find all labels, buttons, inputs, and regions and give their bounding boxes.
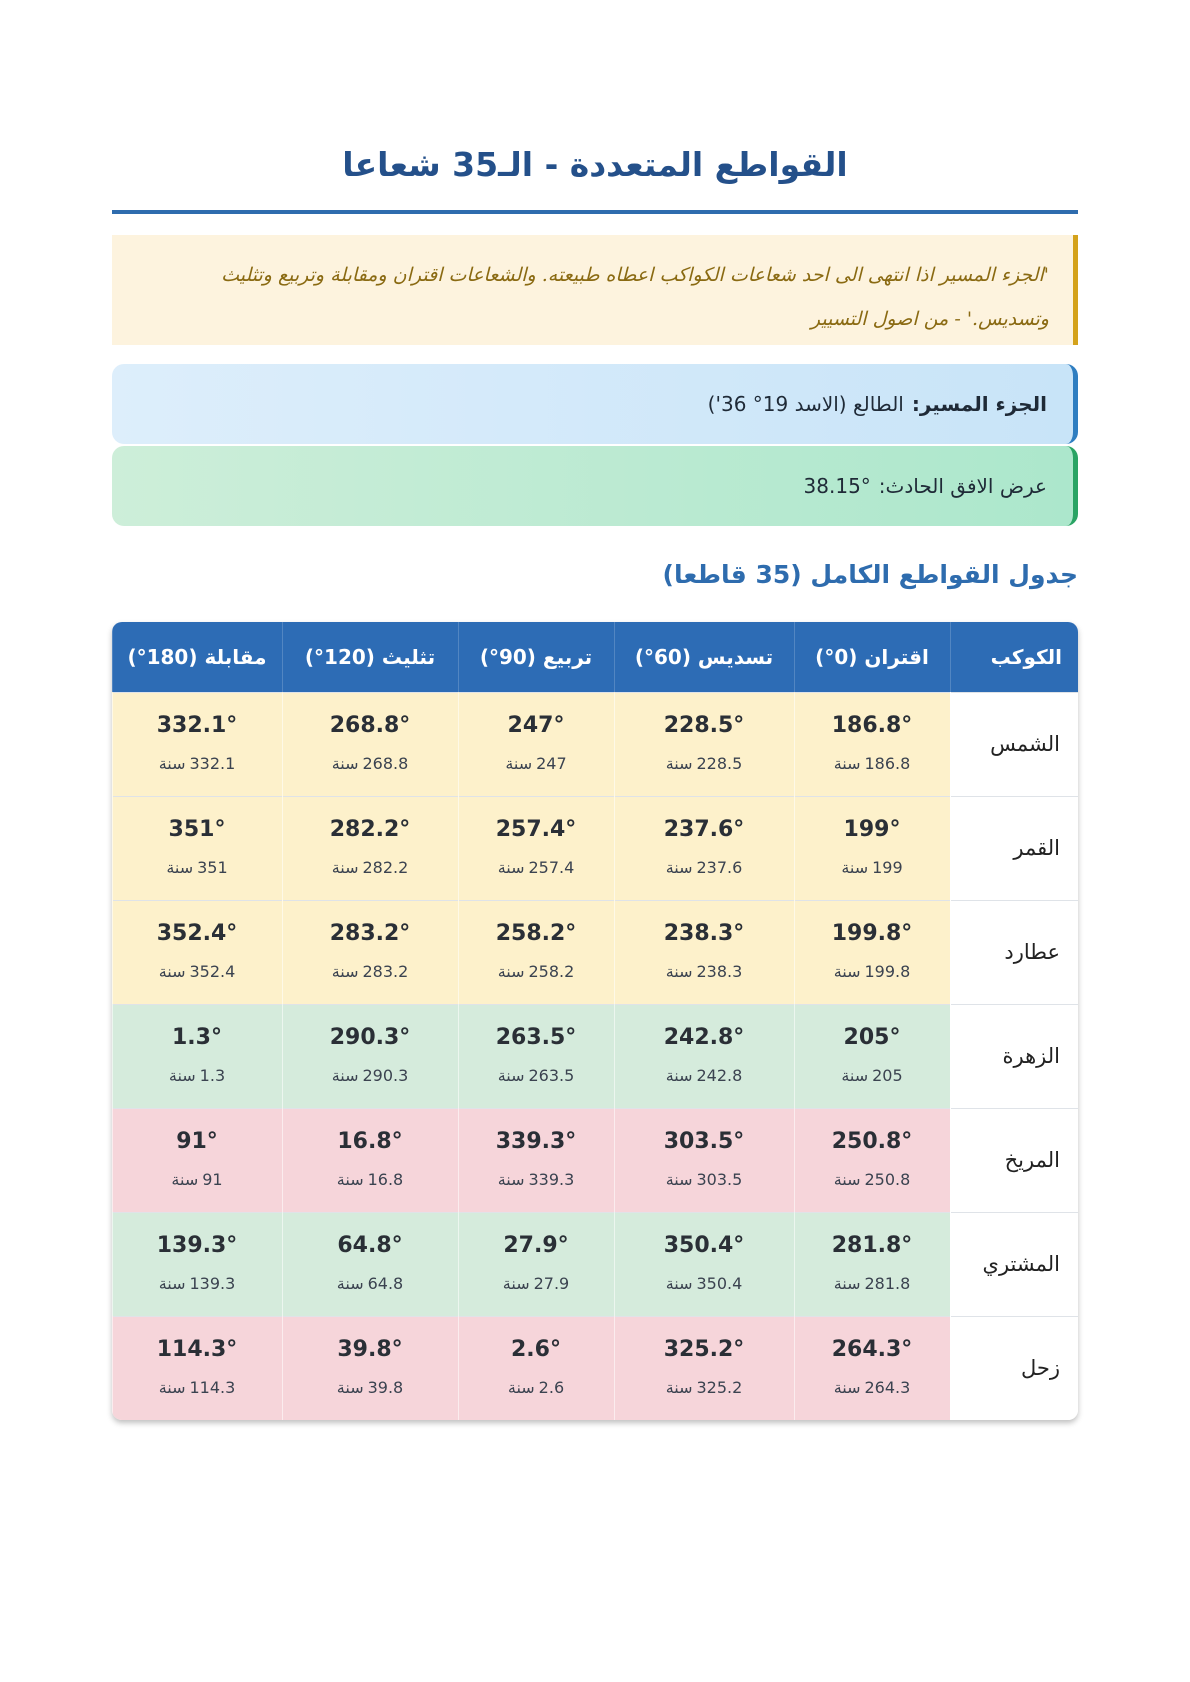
aspect-cell [282, 796, 458, 900]
years-value: 290.3 [362, 1066, 409, 1085]
aspect-years [795, 751, 950, 777]
aspect-degree: 351° [168, 817, 226, 842]
aspect-years [283, 751, 458, 777]
aspect-cell [282, 1316, 458, 1420]
aspect-years [795, 959, 950, 985]
aspect-degree: 27.9° [503, 1233, 569, 1258]
years-unit: سنة [665, 754, 693, 773]
aspect-degree: 268.8° [329, 713, 411, 738]
planet-name: القمر [950, 796, 1078, 900]
years-unit: سنة [665, 1066, 693, 1085]
years-unit: سنة [833, 962, 861, 981]
latitude-value: 38.15° [803, 474, 871, 498]
years-unit: سنة [665, 858, 693, 877]
aspect-years [113, 855, 282, 881]
years-unit: سنة [497, 1066, 525, 1085]
years-unit: سنة [665, 1170, 693, 1189]
aspect-degree: 339.3° [495, 1129, 577, 1154]
aspect-cell [112, 900, 282, 1004]
quote-box [112, 235, 1078, 345]
aspect-years [459, 1167, 614, 1193]
table-row [112, 1212, 1078, 1316]
planet-name: الزهرة [950, 1004, 1078, 1108]
years-unit: سنة [331, 858, 359, 877]
aspect-cell [282, 900, 458, 1004]
aspect-years [113, 751, 282, 777]
years-value: 258.2 [528, 962, 575, 981]
aspect-cell [614, 1004, 794, 1108]
aspect-years [459, 1271, 614, 1297]
years-value: 242.8 [696, 1066, 743, 1085]
years-value: 1.3 [199, 1066, 226, 1085]
aspect-degree: 250.8° [831, 1129, 913, 1154]
column-header-planet: الكوكب [950, 622, 1078, 692]
aspect-cell [458, 692, 614, 796]
aspect-degree: 228.5° [663, 713, 745, 738]
aspect-degree: 205° [843, 1025, 901, 1050]
aspect-cell [112, 1004, 282, 1108]
years-value: 263.5 [528, 1066, 575, 1085]
aspect-years [283, 1375, 458, 1401]
aspect-degree: 263.5° [495, 1025, 577, 1050]
aspect-years [283, 959, 458, 985]
aspect-degree: 290.3° [329, 1025, 411, 1050]
aspect-years [615, 959, 794, 985]
aspect-degree: 303.5° [663, 1129, 745, 1154]
planet-name: الشمس [950, 692, 1078, 796]
years-value: 139.3 [189, 1274, 236, 1293]
years-value: 91 [202, 1170, 223, 1189]
years-value: 114.3 [189, 1378, 236, 1398]
title-divider [112, 210, 1078, 214]
aspect-cell [282, 1212, 458, 1316]
years-unit: سنة [833, 1274, 861, 1293]
aspect-years [795, 1271, 950, 1297]
aspect-cell [458, 1212, 614, 1316]
years-value: 303.5 [696, 1170, 743, 1189]
years-unit: سنة [336, 1170, 364, 1189]
directed-part-box [112, 364, 1078, 444]
years-value: 247 [536, 754, 567, 773]
column-header-square: تربيع (90°) [458, 622, 614, 692]
latitude-box [112, 446, 1078, 526]
years-unit: سنة [158, 754, 186, 773]
years-value: 350.4 [696, 1274, 743, 1293]
years-value: 325.2 [696, 1378, 743, 1398]
aspect-years [615, 1063, 794, 1089]
aspect-years [113, 1271, 282, 1297]
planet-name: المشتري [950, 1212, 1078, 1316]
aspect-degree: 238.3° [663, 921, 745, 946]
column-header-sextile: تسديس (60°) [614, 622, 794, 692]
directions-table [112, 622, 1078, 1420]
directed-part-value: الطالع (الاسد 19° 36') [707, 392, 904, 416]
column-header-trine: تثليث (120°) [282, 622, 458, 692]
aspect-years [459, 1375, 614, 1401]
aspect-cell [614, 1212, 794, 1316]
aspect-years [615, 1271, 794, 1297]
aspect-cell [282, 1108, 458, 1212]
table-body [112, 692, 1078, 1420]
aspect-years [615, 1375, 794, 1401]
years-value: 2.6 [538, 1378, 565, 1398]
aspect-years [113, 959, 282, 985]
aspect-cell [458, 1004, 614, 1108]
latitude-label: عرض الافق الحادث: [878, 474, 1047, 498]
years-unit: سنة [833, 754, 861, 773]
years-value: 257.4 [528, 858, 575, 877]
aspect-years [283, 1271, 458, 1297]
quote-text: 'الجزء المسير اذا انتهى الى احد شعاعات الكواكب اعطاه طبيعته. والشعاعات اقتران ومقابلة وتربيع وتثليث وتسديس.' - من اصول التسيير [221, 264, 1049, 330]
years-unit: سنة [665, 1378, 693, 1398]
years-unit: سنة [331, 1066, 359, 1085]
aspect-degree: 199° [843, 817, 901, 842]
page-title: القواطع المتعددة - الـ35 شعاعا [342, 145, 848, 184]
aspect-cell [614, 1108, 794, 1212]
table-row [112, 1108, 1078, 1212]
years-value: 16.8 [367, 1170, 404, 1189]
aspect-cell [458, 796, 614, 900]
years-unit: سنة [497, 1170, 525, 1189]
years-unit: سنة [158, 962, 186, 981]
aspect-years [283, 1167, 458, 1193]
aspect-years [459, 1063, 614, 1089]
years-unit: سنة [168, 1066, 196, 1085]
aspect-cell [794, 1316, 950, 1420]
table-row [112, 1316, 1078, 1420]
aspect-cell [458, 1108, 614, 1212]
aspect-years [615, 855, 794, 881]
years-value: 352.4 [189, 962, 236, 981]
years-unit: سنة [336, 1378, 364, 1398]
years-unit: سنة [331, 754, 359, 773]
aspect-years [283, 1063, 458, 1089]
aspect-cell [458, 900, 614, 1004]
aspect-cell [794, 900, 950, 1004]
aspect-degree: 332.1° [156, 713, 238, 738]
aspect-cell [112, 796, 282, 900]
aspect-cell [458, 1316, 614, 1420]
years-value: 332.1 [189, 754, 236, 773]
years-unit: سنة [497, 858, 525, 877]
years-value: 237.6 [696, 858, 743, 877]
aspect-degree: 257.4° [495, 817, 577, 842]
years-value: 186.8 [864, 754, 911, 773]
aspect-years [795, 1167, 950, 1193]
years-value: 268.8 [362, 754, 409, 773]
years-value: 283.2 [362, 962, 409, 981]
aspect-degree: 258.2° [495, 921, 577, 946]
aspect-cell [614, 900, 794, 1004]
table-row [112, 900, 1078, 1004]
years-value: 282.2 [362, 858, 409, 877]
aspect-degree: 139.3° [156, 1233, 238, 1258]
aspect-degree: 199.8° [831, 921, 913, 946]
aspect-degree: 282.2° [329, 817, 411, 842]
aspect-years [113, 1167, 282, 1193]
aspect-degree: 2.6° [511, 1337, 561, 1363]
years-value: 264.3 [864, 1378, 911, 1398]
aspect-cell [112, 1212, 282, 1316]
years-unit: سنة [166, 858, 194, 877]
aspect-degree: 283.2° [329, 921, 411, 946]
years-unit: سنة [497, 962, 525, 981]
column-header-conjunction: اقتران (0°) [794, 622, 950, 692]
table-header-row [112, 622, 1078, 692]
aspect-degree: 350.4° [663, 1233, 745, 1258]
aspect-cell [112, 1108, 282, 1212]
years-unit: سنة [841, 1066, 869, 1085]
years-value: 281.8 [864, 1274, 911, 1293]
years-value: 238.3 [696, 962, 743, 981]
years-value: 199 [872, 858, 903, 877]
years-unit: سنة [336, 1274, 364, 1293]
years-unit: سنة [505, 754, 533, 773]
years-value: 205 [872, 1066, 903, 1085]
aspect-degree: 242.8° [663, 1025, 745, 1050]
aspect-years [459, 959, 614, 985]
aspect-years [795, 855, 950, 881]
years-unit: سنة [158, 1378, 186, 1398]
aspect-cell [614, 1316, 794, 1420]
years-value: 64.8 [367, 1274, 404, 1293]
planet-name: المريخ [950, 1108, 1078, 1212]
aspect-years [459, 855, 614, 881]
table-row [112, 692, 1078, 796]
years-value: 228.5 [696, 754, 743, 773]
aspect-cell [794, 1212, 950, 1316]
aspect-cell [794, 796, 950, 900]
aspect-cell [794, 1004, 950, 1108]
aspect-degree: 186.8° [831, 713, 913, 738]
aspect-years [615, 1167, 794, 1193]
planet-name: عطارد [950, 900, 1078, 1004]
aspect-degree: 237.6° [663, 817, 745, 842]
aspect-years [459, 751, 614, 777]
aspect-cell [794, 1108, 950, 1212]
years-value: 351 [197, 858, 228, 877]
aspect-cell [112, 1316, 282, 1420]
aspect-cell [112, 692, 282, 796]
section-title: جدول القواطع الكامل (35 قاطعا) [662, 560, 1078, 589]
aspect-degree: 352.4° [156, 921, 238, 946]
aspect-years [113, 1375, 282, 1401]
aspect-degree: 325.2° [663, 1337, 745, 1363]
years-unit: سنة [665, 1274, 693, 1293]
aspect-degree: 114.3° [156, 1337, 238, 1363]
aspect-years [113, 1063, 282, 1089]
years-unit: سنة [841, 858, 869, 877]
years-unit: سنة [171, 1170, 199, 1189]
aspect-cell [282, 692, 458, 796]
years-value: 27.9 [533, 1274, 570, 1293]
table-row [112, 796, 1078, 900]
aspect-degree: 91° [176, 1129, 218, 1154]
years-value: 199.8 [864, 962, 911, 981]
years-unit: سنة [502, 1274, 530, 1293]
years-value: 339.3 [528, 1170, 575, 1189]
aspect-cell [794, 692, 950, 796]
years-unit: سنة [158, 1274, 186, 1293]
years-value: 250.8 [864, 1170, 911, 1189]
aspect-degree: 1.3° [172, 1025, 222, 1050]
years-unit: سنة [507, 1378, 535, 1398]
aspect-years [795, 1063, 950, 1089]
years-unit: سنة [665, 962, 693, 981]
aspect-cell [614, 692, 794, 796]
column-header-opposition: مقابلة (180°) [112, 622, 282, 692]
aspect-cell [614, 796, 794, 900]
aspect-degree: 16.8° [337, 1129, 403, 1154]
aspect-degree: 39.8° [337, 1337, 403, 1363]
aspect-years [615, 751, 794, 777]
aspect-degree: 281.8° [831, 1233, 913, 1258]
directed-part-label: الجزء المسير: [911, 392, 1047, 416]
aspect-cell [282, 1004, 458, 1108]
aspect-years [795, 1375, 950, 1401]
years-value: 39.8 [367, 1378, 404, 1398]
years-unit: سنة [331, 962, 359, 981]
aspect-degree: 64.8° [337, 1233, 403, 1258]
aspect-degree: 264.3° [831, 1337, 913, 1363]
years-unit: سنة [833, 1170, 861, 1189]
aspect-degree: 247° [507, 713, 565, 738]
table-row [112, 1004, 1078, 1108]
planet-name: زحل [950, 1316, 1078, 1420]
aspect-years [283, 855, 458, 881]
years-unit: سنة [833, 1378, 861, 1398]
